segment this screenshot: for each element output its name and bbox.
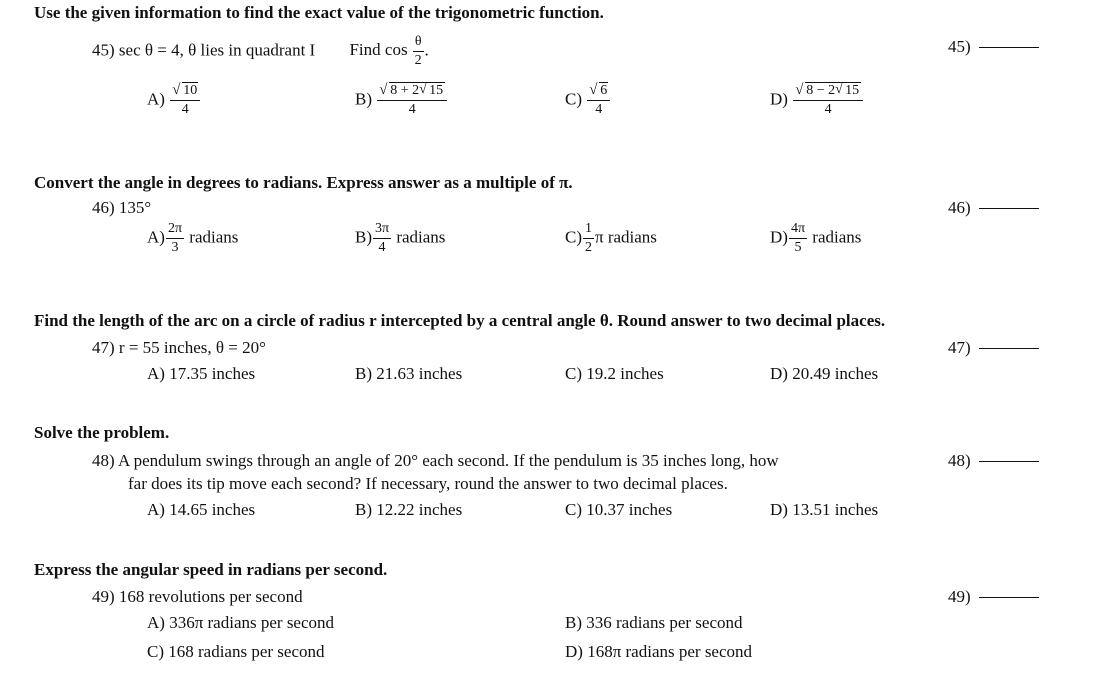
fraction-denominator: 5 [794,240,802,255]
fraction-denominator: 2 [414,53,422,68]
fraction-denominator: 4 [824,102,832,117]
answer-number: 45) [948,37,971,56]
section-heading-solve: Solve the problem. [34,423,170,442]
answer-slot-46 [948,198,1039,218]
fraction-denominator: 4 [595,102,603,117]
fraction-theta-over-2 [413,35,424,68]
option-unit: radians [812,227,862,247]
option-47-a[interactable]: A) 17.35 inches [147,364,256,383]
option-unit: radians [396,227,446,247]
option-46-c[interactable] [565,222,657,255]
option-fraction [373,222,391,255]
option-49-a[interactable]: A) 336π radians per second [147,613,335,632]
option-47-d[interactable]: D) 20.49 inches [770,364,879,383]
answer-number: 47) [948,338,971,357]
question-48 [92,451,779,471]
fraction-denominator: 3 [171,240,179,255]
question-number: 49) [92,587,115,606]
section-heading-arc-length: Find the length of the arc on a circle of radius r intercepted by a central angle θ. Round answer to two decimal places. [34,311,886,330]
question-period: . [424,40,429,60]
answer-number: 49) [948,587,971,606]
option-47-b[interactable]: B) 21.63 inches [355,364,463,383]
option-45-a[interactable] [147,84,201,117]
option-label: D) [770,227,788,247]
option-fraction [587,84,610,117]
question-text: 168 revolutions per second [118,587,303,606]
fraction-denominator: 4 [181,102,189,117]
question-45 [92,35,429,68]
question-text: sec θ = 4, θ lies in quadrant I [118,40,316,60]
answer-slot-48 [948,451,1039,471]
option-label: C) [565,89,582,109]
answer-blank[interactable] [979,208,1039,209]
fraction-numerator [170,84,200,101]
question-48-line2: far does its tip move each second? If necessary, round the answer to two decimal places. [128,474,728,493]
option-47-c[interactable]: C) 19.2 inches [565,364,664,383]
question-text: r = 55 inches, θ = 20° [118,338,266,357]
inner-radicand: 15 [429,83,444,98]
option-fraction [789,222,807,255]
option-48-c[interactable]: C) 10.37 inches [565,500,673,519]
section-heading-radians: Convert the angle in degrees to radians. Express answer as a multiple of π. [34,173,573,192]
option-unit: π radians [595,227,657,247]
fraction-numerator: 3π [373,222,391,239]
fraction-numerator [377,84,447,101]
option-fraction [793,84,863,117]
fraction-denominator: 2 [585,240,592,255]
option-46-a[interactable] [147,222,238,255]
question-text-line1: A pendulum swings through an angle of 20° each second. If the pendulum is 35 inches long, how [117,451,779,470]
radicand: 8 − 2 [806,83,836,98]
option-45-b[interactable] [355,84,448,117]
answer-blank[interactable] [979,348,1039,349]
fraction-numerator: 4π [789,222,807,239]
option-label: A) [147,89,165,109]
option-fraction [170,84,200,117]
answer-slot-45 [948,37,1039,57]
radicand: 6 [600,83,608,98]
question-47 [92,338,266,358]
fraction-numerator [587,84,610,101]
option-46-d[interactable] [770,222,861,255]
option-unit: radians [189,227,239,247]
question-number: 47) [92,338,115,357]
fraction-denominator: 4 [378,240,386,255]
answer-blank[interactable] [979,461,1039,462]
section-heading-angular-speed: Express the angular speed in radians per second. [34,560,388,579]
option-label: B) [355,227,372,247]
answer-blank[interactable] [979,597,1039,598]
option-45-c[interactable] [565,84,611,117]
inner-radicand: 15 [845,83,860,98]
option-49-c[interactable]: C) 168 radians per second [147,642,325,661]
question-46 [92,198,151,218]
fraction-numerator: θ [413,35,424,52]
option-label: B) [355,89,372,109]
fraction-denominator: 4 [408,102,416,117]
section-heading-trig: Use the given information to find the exact value of the trigonometric function. [34,3,604,22]
option-48-b[interactable]: B) 12.22 inches [355,500,463,519]
option-49-d[interactable]: D) 168π radians per second [565,642,753,661]
radicand: 10 [183,83,198,98]
option-label: A) [147,227,165,247]
option-label: D) [770,89,788,109]
question-find-text: Find cos [349,40,408,60]
radicand: 8 + 2 [390,83,420,98]
answer-slot-49 [948,587,1039,607]
answer-blank[interactable] [979,47,1039,48]
answer-number: 48) [948,451,971,470]
option-48-d[interactable]: D) 13.51 inches [770,500,879,519]
fraction-numerator: 2π [166,222,184,239]
question-number: 45) [92,40,115,60]
answer-number: 46) [948,198,971,217]
fraction-numerator [793,84,863,101]
option-fraction [377,84,447,117]
option-label: C) [565,227,582,247]
fraction-numerator: 1 [583,222,594,239]
option-fraction [583,222,594,255]
option-46-b[interactable] [355,222,445,255]
option-fraction [166,222,184,255]
option-45-d[interactable] [770,84,864,117]
option-48-a[interactable]: A) 14.65 inches [147,500,256,519]
option-49-b[interactable]: B) 336 radians per second [565,613,743,632]
question-number: 48) [92,451,115,470]
question-text: 135° [118,198,152,217]
answer-slot-47 [948,338,1039,358]
question-number: 46) [92,198,115,217]
question-49 [92,587,303,607]
